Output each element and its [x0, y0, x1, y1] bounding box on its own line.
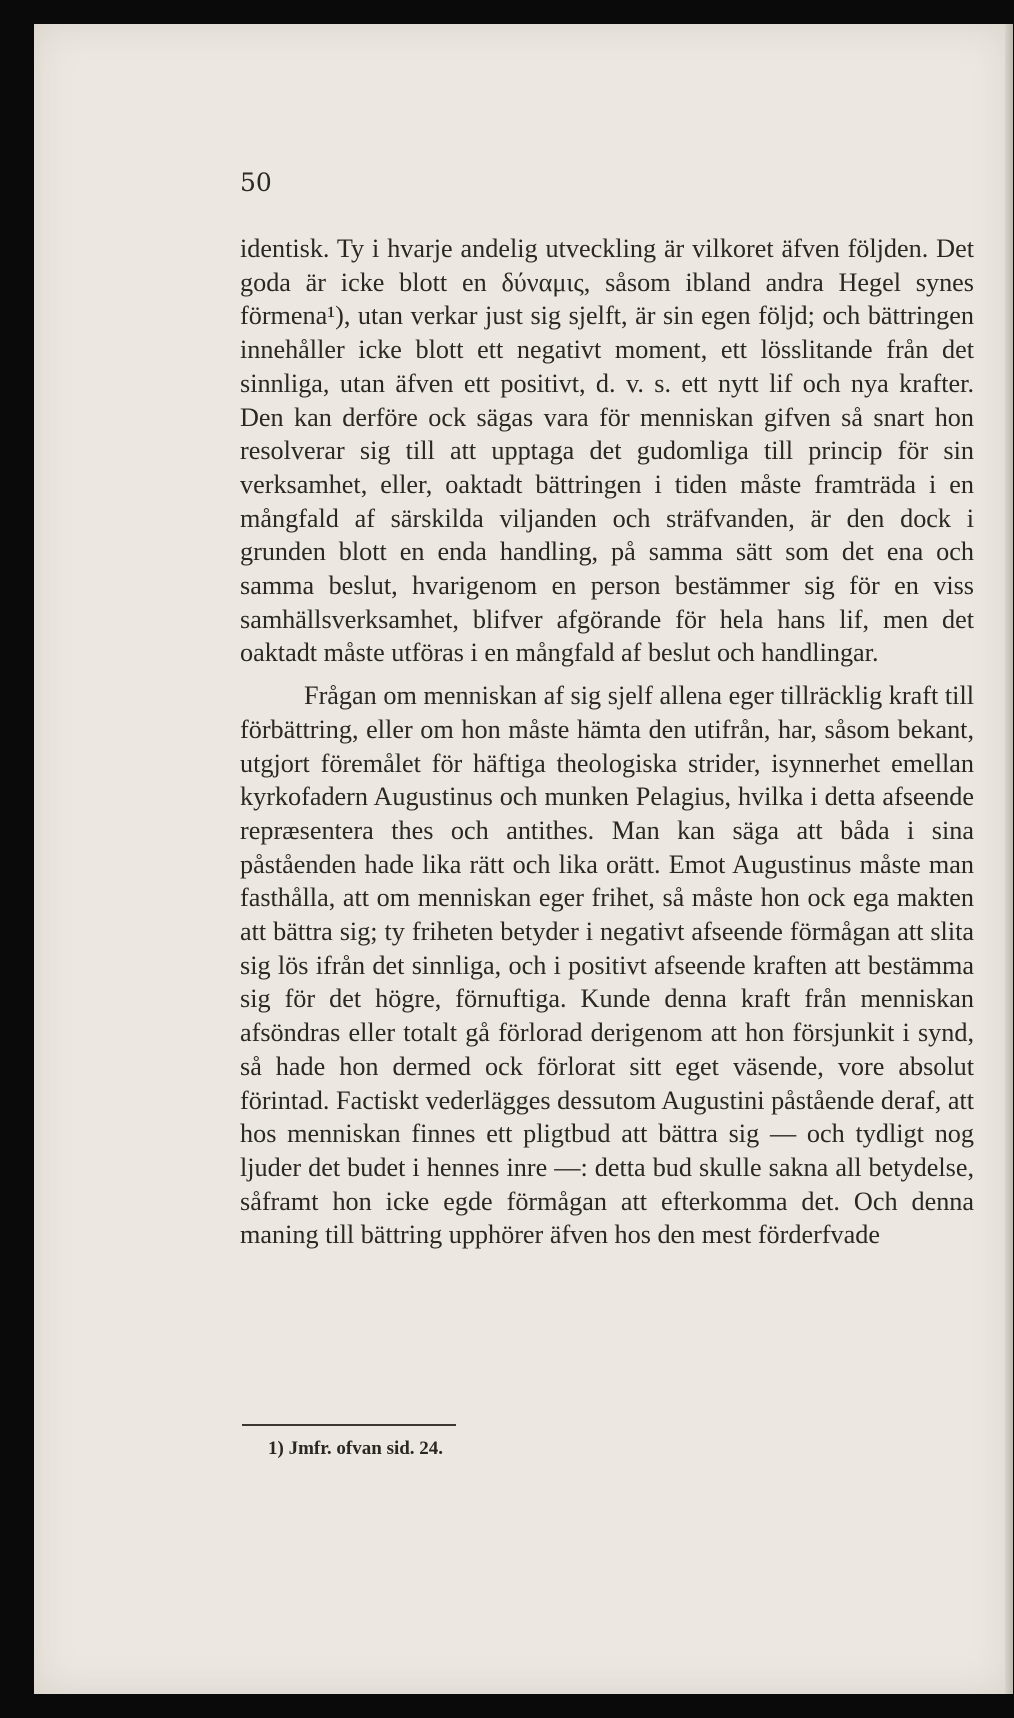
paragraph-1: identisk. Ty i hvarje andelig utveckling är vilkoret äfven följden. Det goda är icke blott en δύναμις, såsom ibland andra Hegel synes förmena¹), utan verkar just sig sjelft, är sin egen följd; och bättringen innehåller icke blott ett negativt moment, ett lösslitande från det sinnliga, utan äfven ett positivt, d. v. s. ett nytt lif och nya krafter. Den kan derföre ock sägas vara för menniskan gifven så snart hon resolverar sig till att upptaga det gudomliga till princip för sin verksamhet, eller, oaktadt bättringen i tiden måste framträda i en mångfald af särskilda viljanden och sträfvanden, är den dock i grunden blott en enda handling, på samma sätt som det ena och samma beslut, hvarigenom en person bestämmer sig för en viss samhällsverksamhet, blifver afgörande för hela hans lif, men det oaktadt måste utföras i en mångfald af beslut och handlingar. [240, 234, 974, 668]
page-edge [1005, 24, 1013, 1694]
page-number: 50 [240, 168, 272, 197]
footnote-rule [242, 1424, 456, 1426]
paragraph-gap [240, 670, 974, 679]
body-text [240, 232, 974, 1252]
footnote: 1) Jmfr. ofvan sid. 24. [268, 1438, 444, 1459]
paragraph-2: Frågan om menniskan af sig sjelf allena eger tillräcklig kraft till förbättring, eller om hon måste hämta den utifrån, har, såsom bekant, utgjort föremålet för häftiga theologiska strider, isynnerhet emellan kyrkofadern Augustinus och munken Pelagius, hvilka i detta afseende repræsentera thes och antithes. Man kan säga att båda i sina påståenden hade lika rätt och lika orätt. Emot Augustinus måste man fasthålla, att om menniskan eger frihet, så måste hon ock ega makten att bättra sig; ty friheten betyder i negativt afseende förmågan att slita sig lös ifrån det sinnliga, och i positivt afseende kraften att bestämma sig för det högre, förnuftiga. Kunde denna kraft från menniskan afsöndras eller totalt gå förlorad derigenom att hon försjunkit i synd, så hade hon dermed ock förlorat sitt eget väsende, vore absolut förintad. Factiskt vederlägges dessutom Augustini påstående deraf, att hos menniskan finnes ett pligtbud att bättra sig — och tydligt nog ljuder det budet i hennes inre —: detta bud skulle sakna all betydelse, såframt hon icke egde förmågan att efterkomma det. Och denna maning till bättring upphörer äfven hos den mest förderfvade [240, 681, 974, 1250]
